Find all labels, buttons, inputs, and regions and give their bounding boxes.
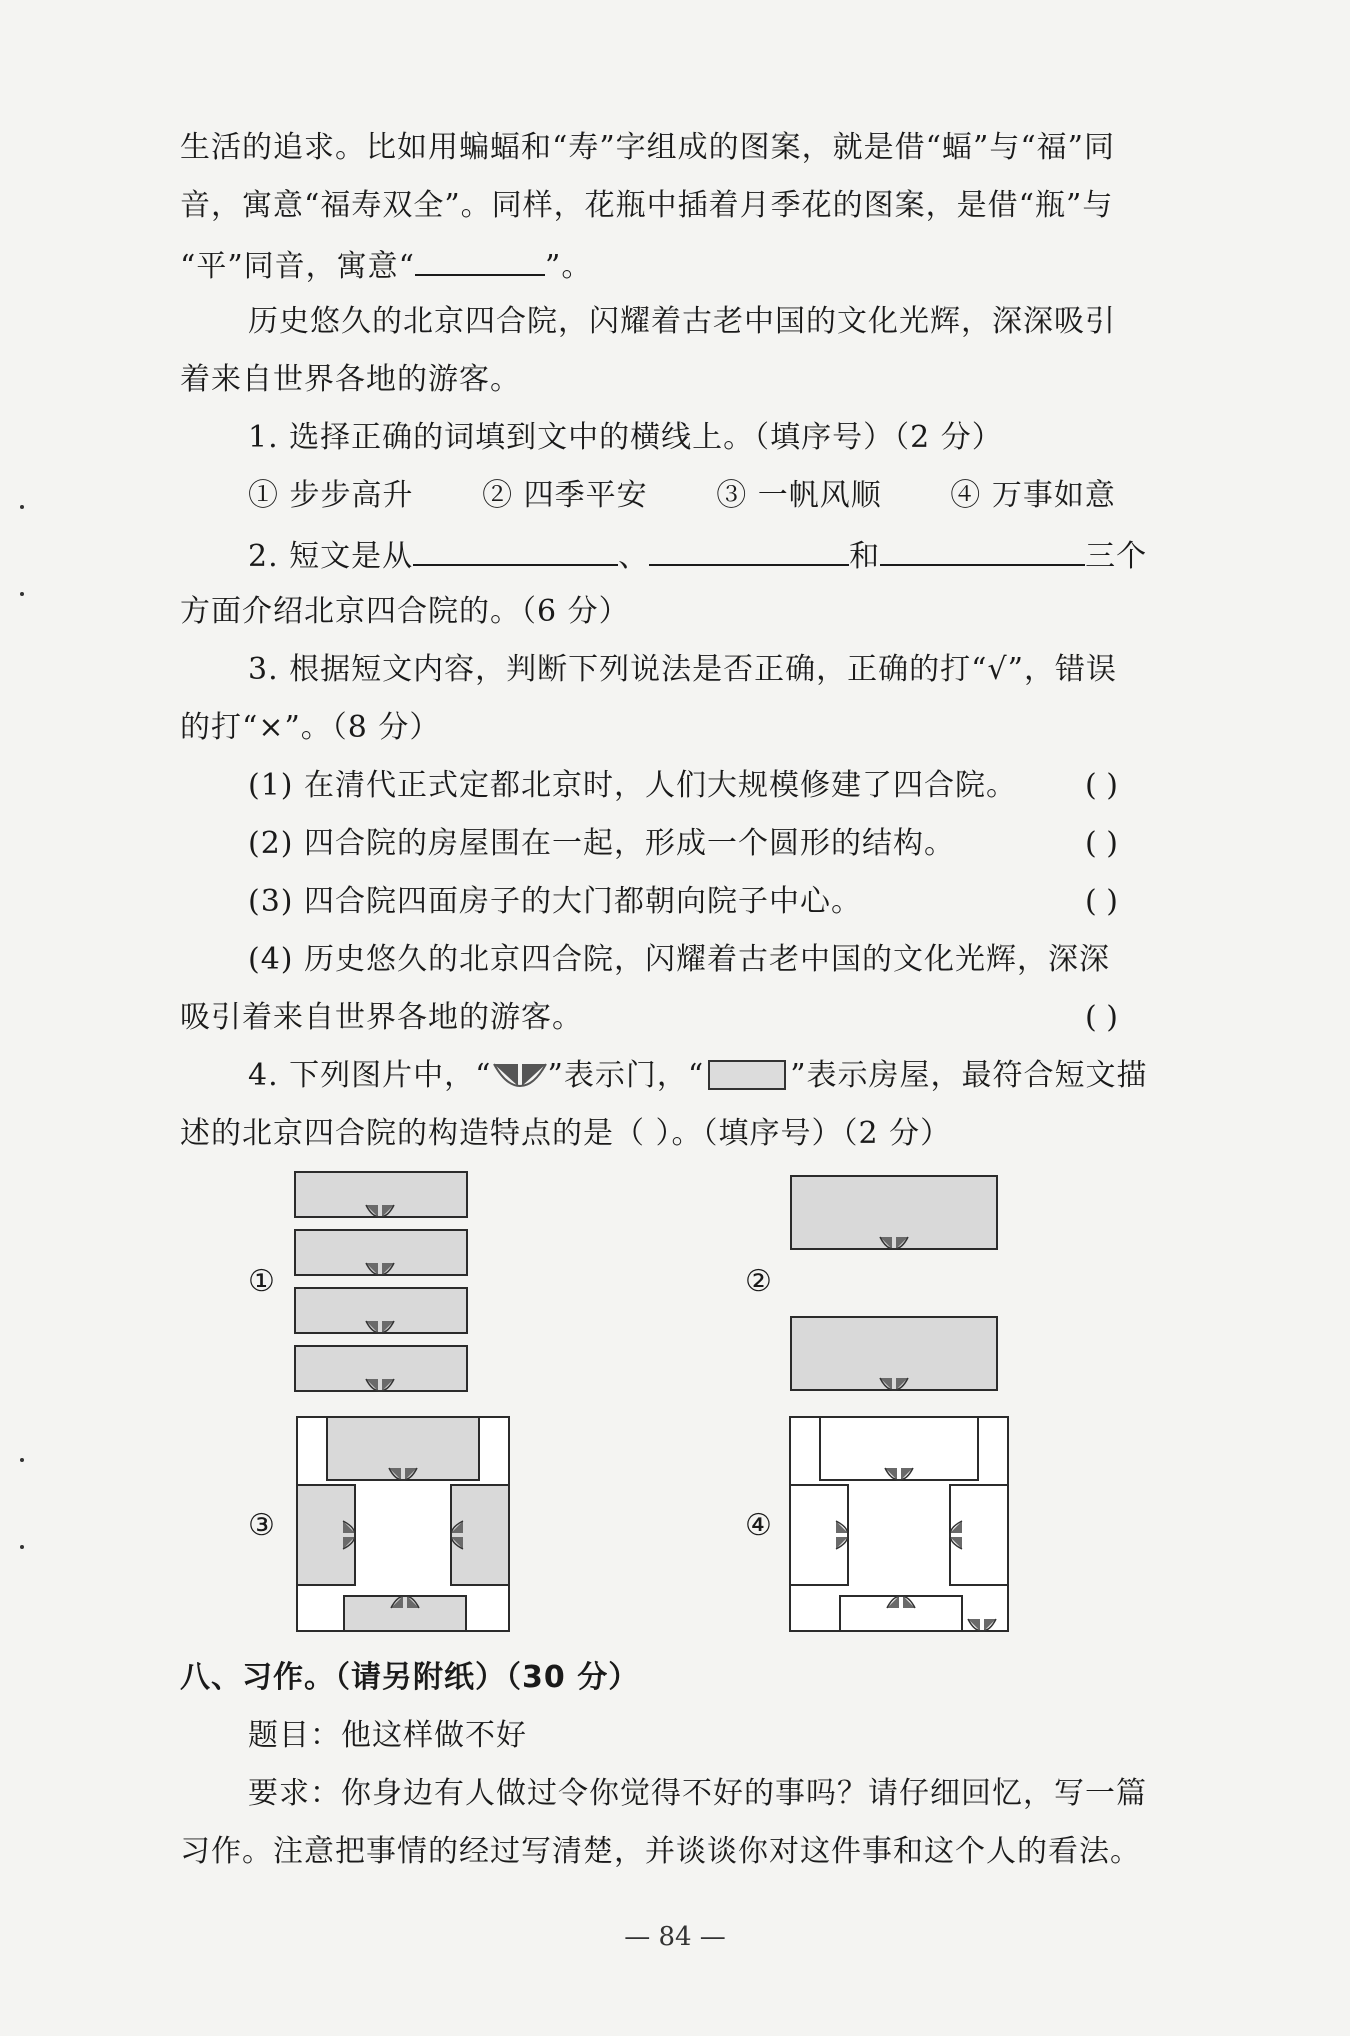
q2-line2: 方面介绍北京四合院的。（6 分） xyxy=(180,594,630,629)
q4-line2: 述的北京四合院的构造特点的是（ ）。（填序号）（2 分） xyxy=(180,1116,952,1151)
para1-line3-before: “平”同音，寓意“ xyxy=(180,249,416,284)
q2-sep1: 、 xyxy=(618,539,650,574)
room xyxy=(344,1596,466,1631)
q4-line1-c: ”表示房屋，最符合短文描 xyxy=(790,1058,1148,1093)
room xyxy=(950,1485,1008,1585)
para1-line2: 音，寓意“福寿双全”。同样，花瓶中插着月季花的图案，是借“瓶”与 xyxy=(180,188,1114,223)
q1-option-4[interactable]: ④ 万事如意 xyxy=(950,478,1116,513)
q3-answer-3[interactable]: ( ) xyxy=(1085,884,1118,919)
q3-answer-4[interactable]: ( ) xyxy=(1085,1000,1118,1035)
section8-heading: 八、习作。（请另附纸）（30 分） xyxy=(180,1660,640,1695)
section8-topic: 题目：他这样做不好 xyxy=(248,1718,527,1753)
q1-prompt: 1. 选择正确的词填到文中的横线上。（填序号）（2 分） xyxy=(248,420,1003,455)
room xyxy=(295,1230,467,1275)
figure-4 xyxy=(790,1417,1008,1631)
q3-answer-2[interactable]: ( ) xyxy=(1085,826,1118,861)
room xyxy=(297,1485,355,1585)
figure-3 xyxy=(297,1417,509,1631)
q3-item-4-line2: 吸引着来自世界各地的游客。 xyxy=(180,1000,583,1035)
room xyxy=(327,1417,479,1480)
q3-answer-1[interactable]: ( ) xyxy=(1085,768,1118,803)
room xyxy=(790,1485,848,1585)
q3-line2: 的打“×”。（8 分） xyxy=(180,710,441,745)
q3-line1: 3. 根据短文内容，判断下列说法是否正确，正确的打“√”，错误 xyxy=(248,652,1117,687)
figure-label-1[interactable]: ① xyxy=(248,1264,275,1299)
room xyxy=(295,1288,467,1333)
figure-label-3[interactable]: ③ xyxy=(248,1508,275,1543)
q4-line1-a: 4. 下列图片中，“ xyxy=(248,1058,492,1093)
figure-2 xyxy=(791,1176,997,1390)
room xyxy=(840,1596,962,1631)
q2-before: 2. 短文是从 xyxy=(248,539,414,574)
q2-after: 三个 xyxy=(1085,539,1148,574)
section8-requirement-line2: 习作。注意把事情的经过写清楚，并谈谈你对这件事和这个人的看法。 xyxy=(180,1834,1141,1869)
para1-line3-after: ”。 xyxy=(545,249,593,284)
q3-item-2: (2) 四合院的房屋围在一起，形成一个圆形的结构。 xyxy=(248,826,956,861)
para2-line1: 历史悠久的北京四合院，闪耀着古老中国的文化光辉，深深吸引 xyxy=(248,304,1116,339)
figure-1 xyxy=(295,1172,467,1391)
room xyxy=(791,1317,997,1390)
room xyxy=(791,1176,997,1249)
q2-sep2: 和 xyxy=(849,539,881,574)
para1-line1: 生活的追求。比如用蝙蝠和“寿”字组成的图案，就是借“蝠”与“福”同 xyxy=(180,130,1116,165)
figure-label-4[interactable]: ④ xyxy=(745,1508,772,1543)
q1-option-3[interactable]: ③ 一帆风顺 xyxy=(716,478,882,513)
room xyxy=(451,1485,509,1585)
q1-option-2[interactable]: ② 四季平安 xyxy=(482,478,648,513)
page-number: — 84 — xyxy=(624,1922,726,1952)
section8-requirement-line1: 要求：你身边有人做过令你觉得不好的事吗？请仔细回忆，写一篇 xyxy=(248,1776,1147,1811)
q3-item-4: (4) 历史悠久的北京四合院，闪耀着古老中国的文化光辉，深深 xyxy=(248,942,1111,977)
q1-option-1[interactable]: ① 步步高升 xyxy=(248,478,414,513)
para2-line2: 着来自世界各地的游客。 xyxy=(180,362,521,397)
q3-item-3: (3) 四合院四面房子的大门都朝向院子中心。 xyxy=(248,884,863,919)
q3-item-1: (1) 在清代正式定都北京时，人们大规模修建了四合院。 xyxy=(248,768,1018,803)
room xyxy=(295,1346,467,1391)
room xyxy=(295,1172,467,1217)
figure-label-2[interactable]: ② xyxy=(745,1264,772,1299)
room xyxy=(820,1417,978,1480)
q4-line1-b: ”表示门，“ xyxy=(547,1058,705,1093)
